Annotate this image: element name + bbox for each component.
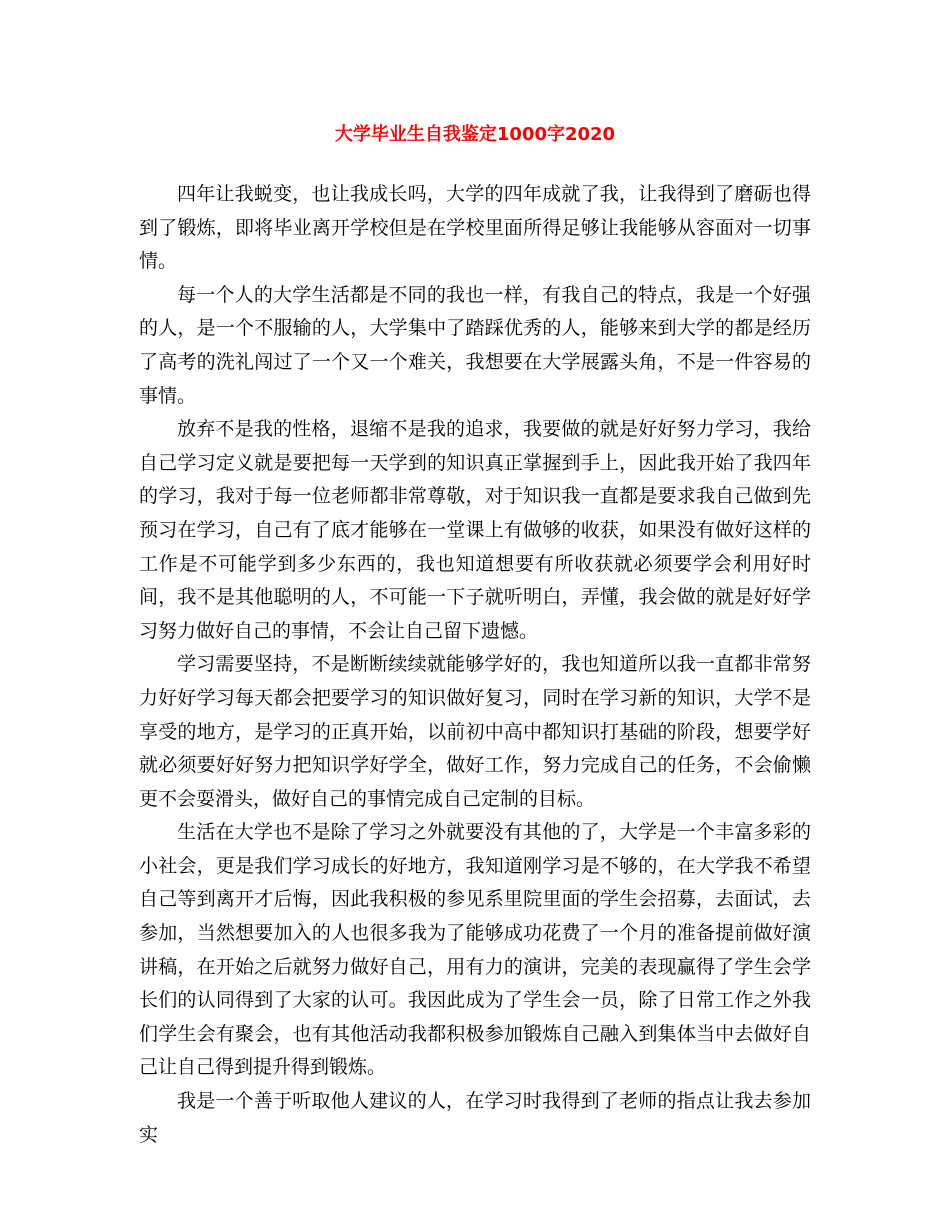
document-title: 大学毕业生自我鉴定1000字2020 xyxy=(334,124,616,145)
paragraph: 每一个人的大学生活都是不同的我也一样，有我自己的特点，我是一个好强的人，是一个不服输的人，大学集中了踏踩优秀的人，能够来到大学的都是经历了高考的洗礼闯过了一个又一个难关，我想要在大学展露头角，不是一件容易的事情。 xyxy=(139,283,811,407)
paragraph: 我是一个善于听取他人建议的人，在学习时我得到了老师的指点让我去参加实 xyxy=(139,1090,811,1146)
paragraph: 放弃不是我的性格，退缩不是我的追求，我要做的就是好好努力学习，我给自己学习定义就是要把每一天学到的知识真正掌握到手上，因此我开始了我四年的学习，我对于每一位老师都非常尊敬，对于知识我一直都是要求我自己做到先预习在学习，自己有了底才能够在一堂课上有做够的收获，如果没有做好这样的工作是不可能学到多少东西的，我也知道想要有所收获就必须要学会利用好时间，我不是其他聪明的人，不可能一下子就听明白，弄懂，我会做的就是好好学习努力做好自己的事情，不会让自己留下遗憾。 xyxy=(139,418,811,642)
paragraph: 生活在大学也不是除了学习之外就要没有其他的了，大学是一个丰富多彩的小社会，更是我们学习成长的好地方，我知道刚学习是不够的，在大学我不希望自己等到离开才后悔，因此我积极的参见系里院里面的学生会招募，去面试，去参加，当然想要加入的人也很多我为了能够成功花费了一个月的准备提前做好演讲稿，在开始之后就努力做好自己，用有力的演讲，完美的表现赢得了学生会学长们的认同得到了大家的认可。我因此成为了学生会一员，除了日常工作之外我们学生会有聚会，也有其他活动我都积极参加锻炼自己融入到集体当中去做好自己让自己得到提升得到锻炼。 xyxy=(139,821,811,1079)
paragraph: 学习需要坚持，不是断断续续就能够学好的，我也知道所以我一直都非常努力好好学习每天都会把要学习的知识做好复习，同时在学习新的知识，大学不是享受的地方，是学习的正真开始，以前初中高中都知识打基础的阶段，想要学好就必须要好好努力把知识学好学全，做好工作，努力完成自己的任务，不会偷懒更不会耍滑头，做好自己的事情完成自己定制的目标。 xyxy=(139,653,811,810)
paragraph: 四年让我蜕变，也让我成长吗，大学的四年成就了我，让我得到了磨砺也得到了锻炼，即将毕业离开学校但是在学校里面所得足够让我能够从容面对一切事情。 xyxy=(139,183,811,273)
document-body xyxy=(139,178,811,1152)
